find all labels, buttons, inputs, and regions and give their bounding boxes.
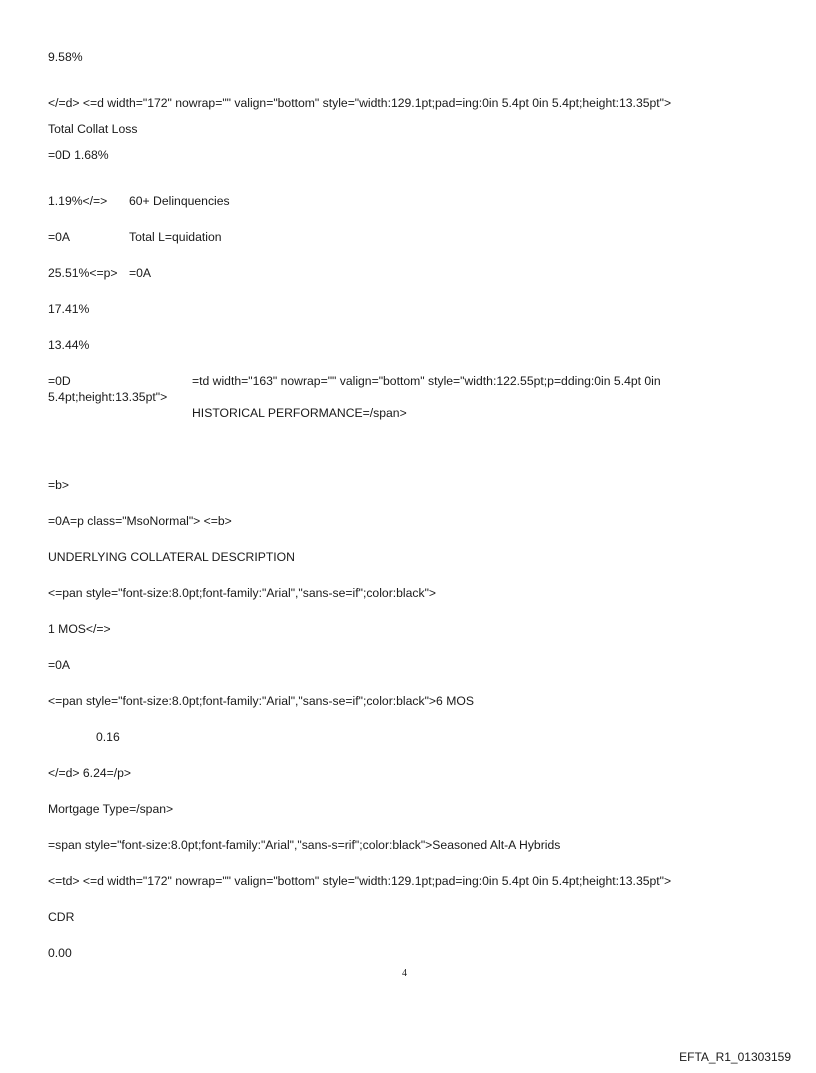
document-id: EFTA_R1_01303159 [679,1050,791,1064]
text-line: </=d> 6.24=/p> [48,766,132,780]
text-line: HISTORICAL PERFORMANCE=/span> [192,406,407,420]
text-line: Mortgage Type=/span> [48,802,174,816]
text-line: </=d> <=d width="172" nowrap="" valign="bottom" style="width:129.1pt;pad=ing:0in 5.4pt 0in 5.4pt;height:13.35pt"> [48,96,672,110]
text-line: =0D [48,374,71,388]
text-line: <=pan style="font-size:8.0pt;font-family:"Arial","sans-se=if";color:black">6 MOS [48,694,474,708]
text-line: <=pan style="font-size:8.0pt;font-family:"Arial","sans-se=if";color:black"> [48,586,437,600]
text-line: =0A [48,230,71,244]
text-line: 25.51%<=p> [48,266,118,280]
text-line: 1 MOS</=> [48,622,111,636]
text-line: CDR [48,910,75,924]
text-line: =0A=p class="MsoNormal"> <=b> [48,514,232,528]
text-line: 1.19%</=> [48,194,108,208]
text-line: =b> [48,478,70,492]
text-line: =0A [48,658,71,672]
text-line: 9.58% [48,50,83,64]
text-line: <=td> <=d width="172" nowrap="" valign="bottom" style="width:129.1pt;pad=ing:0in 5.4pt 0in 5.4pt;height:13.35pt"> [48,874,672,888]
text-line: =0D 1.68% [48,148,109,162]
text-line: 60+ Delinquencies [129,194,230,208]
text-line: 17.41% [48,302,90,316]
text-line: 13.44% [48,338,90,352]
text-line: =td width="163" nowrap="" valign="bottom" style="width:122.55pt;p=dding:0in 5.4pt 0in [192,374,661,388]
page-number: 4 [402,968,407,979]
text-line: =span style="font-size:8.0pt;font-family:"Arial","sans-s=rif";color:black">Seasoned Alt-A Hybrids [48,838,561,852]
text-line: 0.16 [96,730,120,744]
text-line: 5.4pt;height:13.35pt"> [48,390,168,404]
text-line: Total L=quidation [129,230,222,244]
text-line: =0A [129,266,152,280]
text-line: Total Collat Loss [48,122,138,136]
text-line: 0.00 [48,946,72,960]
text-line: UNDERLYING COLLATERAL DESCRIPTION [48,550,295,564]
